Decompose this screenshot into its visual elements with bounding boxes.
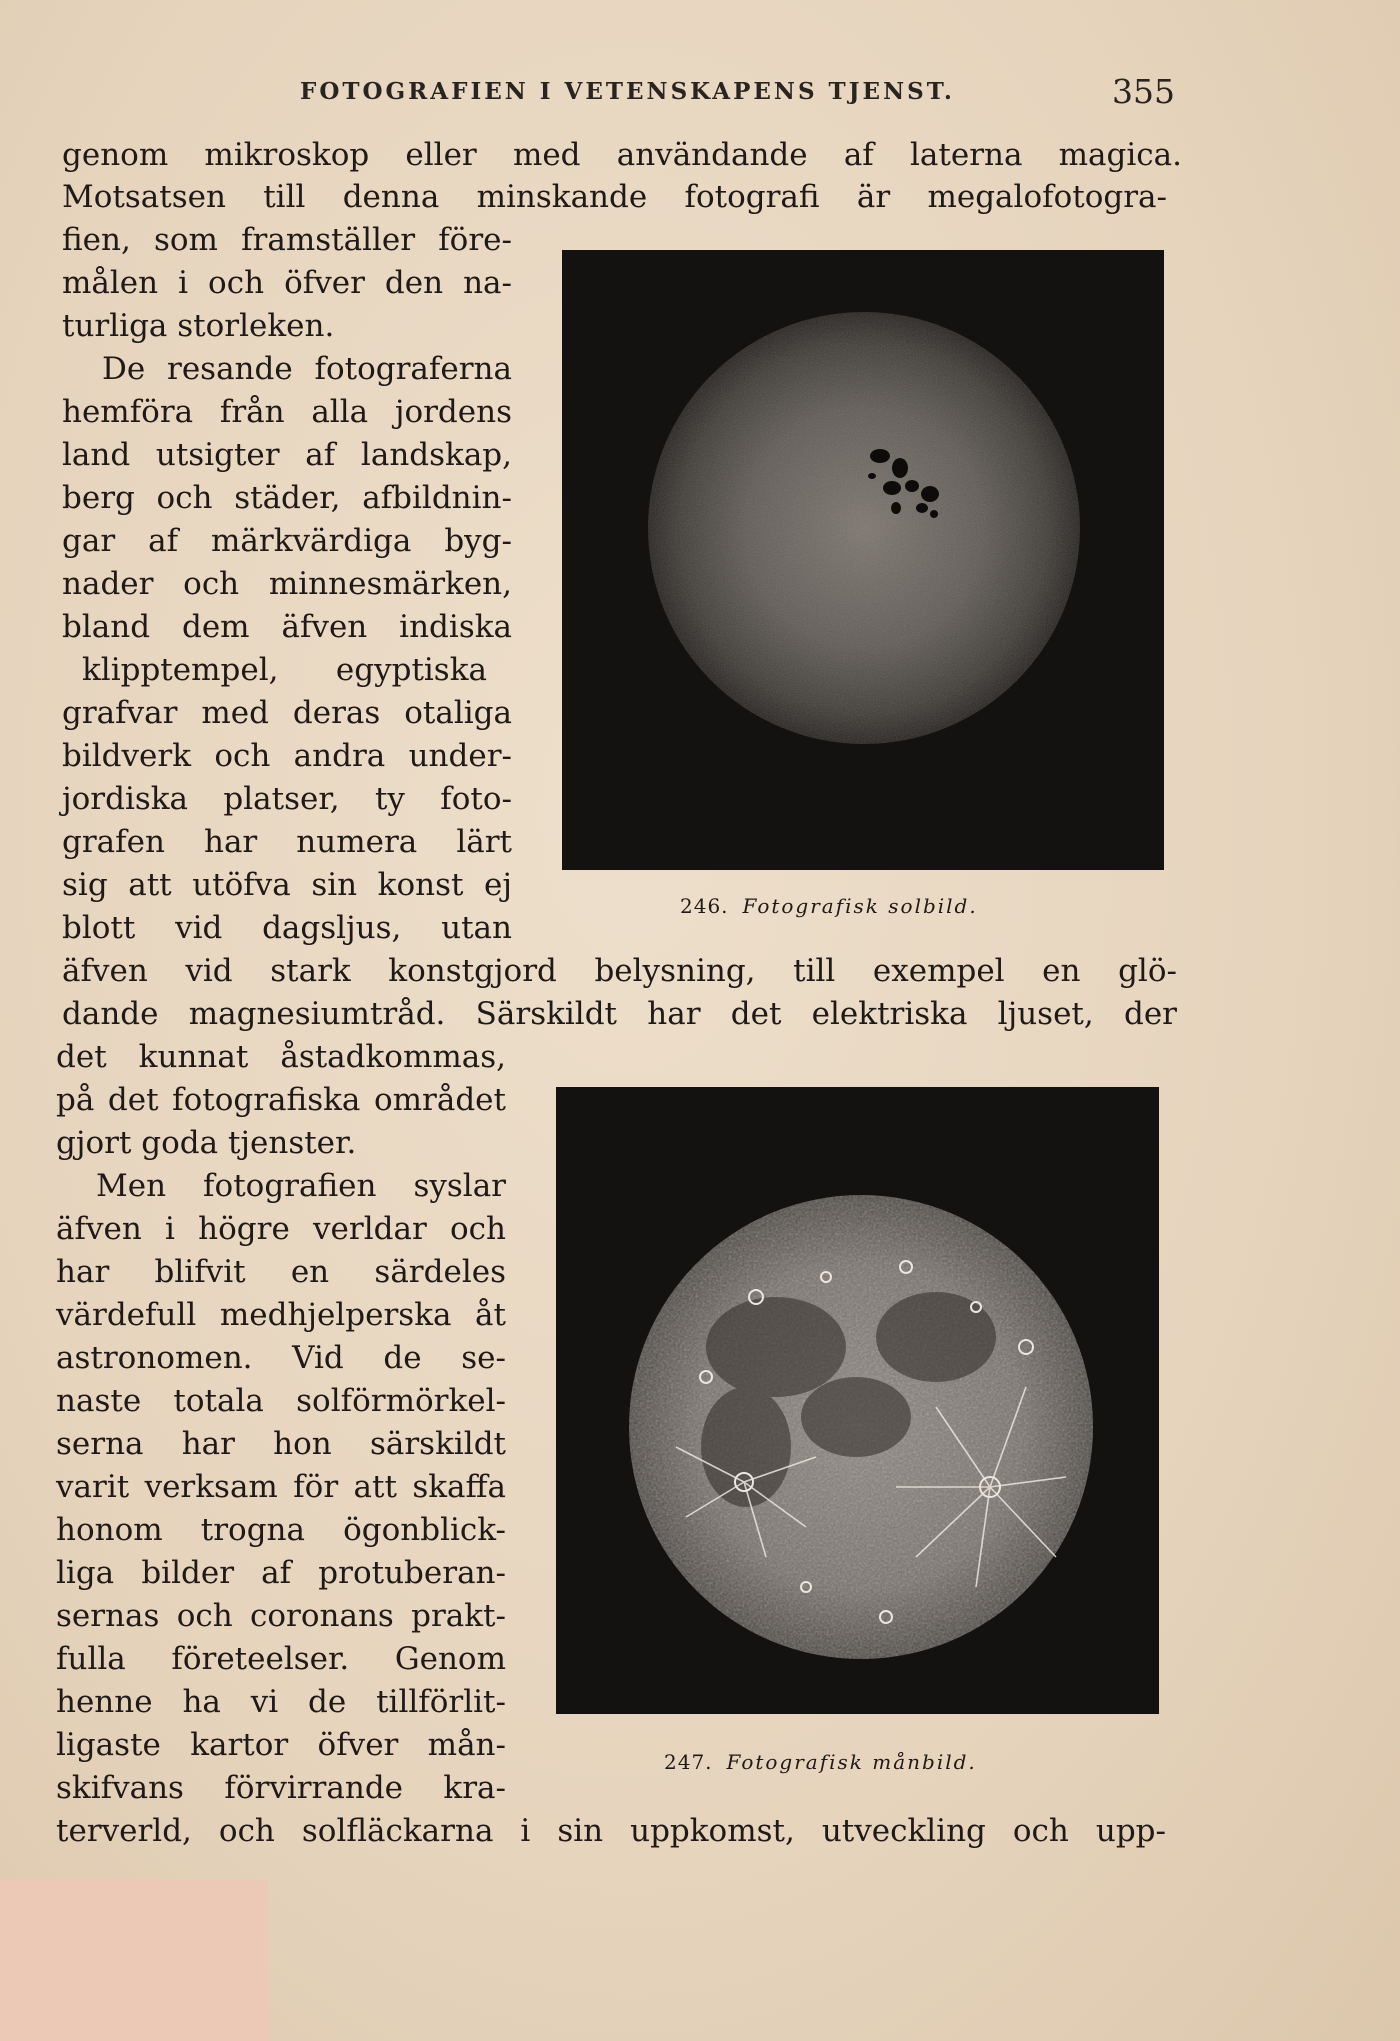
figure-moon-photo [556, 1087, 1159, 1714]
figure-number: 246. [680, 894, 729, 918]
text-line: skifvans förvirrande kra- [56, 1770, 506, 1806]
text-line: henne ha vi de tillförlit- [56, 1684, 506, 1720]
text-line: äfven vid stark konstgjord belysning, till exempel en glö- [62, 953, 1177, 989]
text-line: klipptempel, egyptiska [82, 652, 487, 688]
text-line: nader och minnesmärken, [62, 566, 512, 602]
text-line: varit verksam för att skaffa [56, 1469, 506, 1505]
text-line: ligaste kartor öfver mån- [56, 1727, 506, 1763]
text-line: grafvar med deras otaliga [62, 695, 512, 731]
text-line: bland dem äfven indiska [62, 609, 512, 645]
text-line: bildverk och andra under- [62, 738, 512, 774]
text-line: gar af märkvärdiga byg- [62, 523, 512, 559]
text-line: astronomen. Vid de se- [56, 1340, 506, 1376]
text-line: turliga storleken. [62, 308, 335, 344]
text-line: fulla företeelser. Genom [56, 1641, 506, 1677]
running-head: FOTOGRAFIEN I VETENSKAPENS TJENST. [300, 78, 955, 105]
text-line: gjort goda tjenster. [56, 1125, 357, 1161]
text-line: De resande fotograferna [102, 351, 512, 387]
page-number: 355 [1112, 72, 1175, 111]
text-line: land utsigter af landskap, [62, 437, 512, 473]
text-line: hemföra från alla jordens [62, 394, 512, 430]
text-line: målen i och öfver den na- [62, 265, 512, 301]
text-line: blott vid dagsljus, utan [62, 910, 512, 946]
text-line: jordiska platser, ty foto- [62, 781, 512, 817]
figure-title: Fotografisk månbild. [726, 1750, 977, 1774]
text-line: dande magnesiumtråd. Särskildt har det elektriska ljuset, der [62, 996, 1177, 1032]
corner-patch [0, 1880, 268, 2041]
figure-number: 247. [664, 1750, 713, 1774]
text-line: sernas och coronans prakt- [56, 1598, 506, 1634]
text-line: naste totala solförmörkel- [56, 1383, 506, 1419]
text-line: honom trogna ögonblick- [56, 1512, 506, 1548]
figure-246-caption [680, 894, 978, 918]
text-line: terverld, och solfläckarna i sin uppkomst, utveckling och upp- [56, 1813, 1166, 1849]
text-line: har blifvit en särdeles [56, 1254, 506, 1290]
figure-title: Fotografisk solbild. [742, 894, 978, 918]
text-line: på det fotografiska området [56, 1082, 506, 1118]
text-line: liga bilder af protuberan- [56, 1555, 506, 1591]
figure-sun-photo [562, 250, 1164, 870]
figure-247-caption [664, 1750, 977, 1774]
text-line: äfven i högre verldar och [56, 1211, 506, 1247]
text-line: Motsatsen till denna minskande fotografi är megalofotogra- [62, 179, 1167, 215]
text-line: värdefull medhjelperska åt [56, 1297, 506, 1333]
text-line: sig att utöfva sin konst ej [62, 867, 512, 903]
text-line: berg och städer, afbildnin- [62, 480, 512, 516]
text-line: genom mikroskop eller med användande af laterna magica. [62, 137, 1182, 173]
text-line: det kunnat åstadkommas, [56, 1039, 506, 1075]
text-line: fien, som framställer före- [62, 222, 512, 258]
text-line: serna har hon särskildt [56, 1426, 506, 1462]
text-line: Men fotografien syslar [96, 1168, 506, 1204]
text-line: grafen har numera lärt [62, 824, 512, 860]
